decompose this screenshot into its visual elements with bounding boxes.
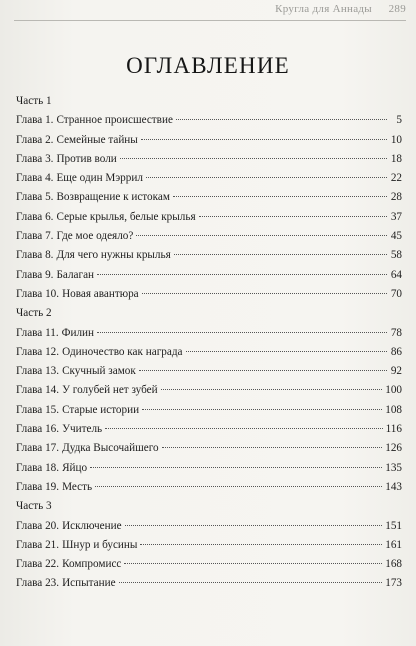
dot-leader [146,177,387,178]
chapter-label-group [16,517,122,536]
part-heading: Часть 3 [16,500,52,513]
chapter-label-group [16,536,137,555]
toc-entry[interactable] [16,131,402,150]
chapter-title: Одиночество как награда [62,345,183,358]
chapter-page-number: 168 [385,558,402,571]
toc-entry[interactable] [16,439,402,458]
chapter-title: Яйцо [62,461,88,474]
page-number: 289 [388,3,406,15]
toc-entry[interactable] [16,208,402,227]
chapter-title: Скучный замок [62,365,136,378]
chapter-number: Глава 17. [16,442,60,455]
dot-leader [105,428,382,429]
chapter-page-number: 126 [385,442,402,455]
chapter-page-number: 116 [385,423,402,436]
part-heading: Часть 2 [16,307,52,320]
toc-entry[interactable] [16,459,402,478]
chapter-page-number: 161 [385,538,402,551]
chapter-label-group [16,362,136,381]
chapter-number: Глава 19. [16,480,60,493]
toc-entry[interactable] [16,574,402,593]
chapter-page-number: 64 [390,268,402,281]
chapter-label-group [16,401,139,420]
chapter-page-number: 22 [390,172,402,185]
chapter-page-number: 10 [390,133,402,146]
chapter-title: Новая авантюра [62,287,139,300]
chapter-page-number: 58 [390,249,402,262]
toc-entry[interactable] [16,343,402,362]
chapter-title: Против воли [56,152,117,165]
dot-leader [125,525,383,526]
chapter-number: Глава 20. [16,519,60,532]
chapter-page-number: 151 [385,519,402,532]
chapter-number: Глава 7. [16,230,54,243]
chapter-number: Глава 21. [16,538,60,551]
toc-entry[interactable] [16,362,402,381]
chapter-number: Глава 2. [16,133,54,146]
chapter-page-number: 70 [390,287,402,300]
dot-leader [119,582,383,583]
chapter-label-group [16,285,139,304]
chapter-number: Глава 1. [16,114,54,127]
dot-leader [142,409,382,410]
chapter-title: Странное происшествие [56,114,173,127]
toc-entry[interactable] [16,324,402,343]
chapter-label-group [16,478,92,497]
chapter-title: Старые истории [62,403,140,416]
dot-leader [142,293,387,294]
dot-leader [136,235,387,236]
chapter-label-group [16,208,196,227]
toc-entry[interactable] [16,227,402,246]
chapter-number: Глава 16. [16,423,60,436]
toc-entry[interactable] [16,401,402,420]
chapter-label-group [16,574,116,593]
chapter-title: Учитель [62,423,103,436]
chapter-label-group [16,111,173,130]
chapter-title: Балаган [56,268,95,281]
chapter-number: Глава 4. [16,172,54,185]
chapter-label-group [16,131,138,150]
chapter-page-number: 18 [390,152,402,165]
chapter-number: Глава 23. [16,577,60,590]
chapter-page-number: 37 [390,210,402,223]
chapter-label-group [16,324,94,343]
dot-leader [97,274,387,275]
chapter-page-number: 100 [385,384,402,397]
toc-entry[interactable] [16,420,402,439]
chapter-page-number: 78 [390,326,402,339]
chapter-number: Глава 9. [16,268,54,281]
chapter-label-group [16,150,117,169]
dot-leader [97,332,387,333]
chapter-label-group [16,439,159,458]
chapter-page-number: 173 [385,577,402,590]
chapter-title: Месть [62,480,93,493]
chapter-label-group [16,227,133,246]
dot-leader [161,389,383,390]
header-rule [14,20,406,21]
chapter-number: Глава 6. [16,210,54,223]
dot-leader [95,486,382,487]
dot-leader [176,119,387,120]
toc-entry[interactable] [16,478,402,497]
chapter-title: Где мое одеяло? [56,230,134,243]
toc-entry[interactable] [16,555,402,574]
chapter-number: Глава 5. [16,191,54,204]
dot-leader [139,370,387,371]
chapter-page-number: 28 [390,191,402,204]
chapter-title: Шнур и бусины [62,538,138,551]
chapter-label-group [16,459,87,478]
toc-entry[interactable] [16,536,402,555]
chapter-title: Компромисс [62,558,122,571]
chapter-title: Для чего нужны крылья [56,249,171,262]
toc-entry[interactable] [16,169,402,188]
chapter-title: Семейные тайны [56,133,138,146]
chapter-title: Филин [61,326,95,339]
table-of-contents [16,92,402,594]
dot-leader [141,139,387,140]
chapter-title: Еще один Мэррил [56,172,143,185]
toc-heading: ОГЛАВЛЕНИЕ [126,53,290,79]
toc-entry[interactable] [16,266,402,285]
chapter-title: Испытание [62,577,116,590]
toc-entry[interactable] [16,188,402,207]
chapter-title: У голубей нет зубей [62,384,158,397]
chapter-number: Глава 22. [16,558,60,571]
chapter-number: Глава 3. [16,152,54,165]
chapter-page-number: 5 [396,114,402,127]
chapter-title: Дудка Высочайшего [62,442,159,455]
chapter-number: Глава 8. [16,249,54,262]
chapter-label-group [16,381,158,400]
chapter-page-number: 143 [385,480,402,493]
chapter-number: Глава 18. [16,461,60,474]
chapter-page-number: 92 [390,365,402,378]
toc-entry[interactable] [16,517,402,536]
chapter-number: Глава 13. [16,365,60,378]
running-head-title: Кругла для Аннады [275,3,372,15]
toc-entry[interactable] [16,246,402,265]
chapter-page-number: 45 [390,230,402,243]
dot-leader [199,216,387,217]
chapter-label-group [16,246,171,265]
chapter-label-group [16,188,170,207]
part-heading: Часть 1 [16,95,52,107]
chapter-number: Глава 14. [16,384,60,397]
dot-leader [174,254,387,255]
chapter-number: Глава 15. [16,403,60,416]
dot-leader [140,544,382,545]
dot-leader [124,563,382,564]
chapter-title: Серые крылья, белые крылья [56,210,196,223]
toc-entry[interactable] [16,285,402,304]
chapter-page-number: 135 [385,461,402,474]
chapter-label-group [16,343,183,362]
toc-entry[interactable] [16,150,402,169]
chapter-page-number: 108 [385,403,402,416]
chapter-title: Возвращение к истокам [56,191,170,204]
chapter-title: Исключение [62,519,122,532]
chapter-number: Глава 11. [16,326,59,339]
dot-leader [173,196,387,197]
chapter-number: Глава 10. [16,287,60,300]
dot-leader [90,467,382,468]
dot-leader [120,158,387,159]
chapter-page-number: 86 [390,345,402,358]
chapter-label-group [16,266,94,285]
chapter-label-group [16,169,143,188]
chapter-number: Глава 12. [16,345,60,358]
toc-entry[interactable] [16,381,402,400]
dot-leader [162,447,383,448]
chapter-label-group [16,555,121,574]
toc-entry[interactable] [16,111,402,130]
running-head [0,2,416,18]
dot-leader [186,351,387,352]
chapter-label-group [16,420,102,439]
